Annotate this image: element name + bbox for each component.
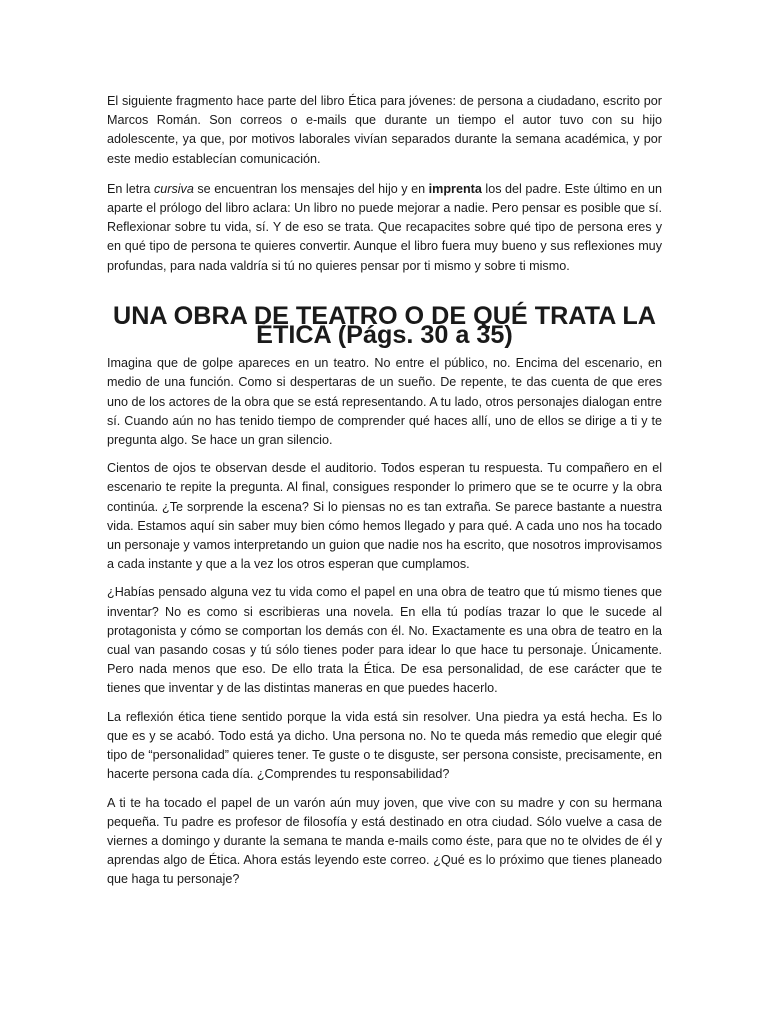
intro-text-part-1: En letra bbox=[107, 181, 154, 196]
intro-text-part-3: los del padre. Este último en un aparte el prólogo del libro aclara: Un libro no puede mejorar a nadie. Pero pensar es posible que sí. Reflexionar sobre tu vida, sí. Y de eso se trata. Que recapacites sobre qué tipo de persona eres y en qué tipo de persona te quieres convertir. Aunque el libro fuera muy bueno y sus reflexiones muy profundas, para nada valdría si tú no quieres pensar por ti mismo y sobre ti mismo. bbox=[107, 181, 662, 273]
section-title: UNA OBRA DE TEATRO O DE QUÉ TRATA LA ÉTICA (Págs. 30 a 35) bbox=[113, 301, 656, 350]
intro-text-part-2: se encuentran los mensajes del hijo y en bbox=[193, 181, 429, 196]
italic-word-cursiva: cursiva bbox=[153, 181, 194, 196]
body-paragraph-4: La reflexión ética tiene sentido porque la vida está sin resolver. Una piedra ya está hecha. Es lo que es y se acabó. Todo está ya dicho. Una persona no. No te queda más remedio que elegir qué tipo de “personalidad” quieres tener. Te guste o te disguste, ser persona consiste, precisamente, en hacerte persona cada día. ¿Comprendes tu responsabilidad? bbox=[107, 709, 662, 782]
bold-word-imprenta: imprenta bbox=[428, 181, 482, 196]
body-paragraph-3: ¿Habías pensado alguna vez tu vida como el papel en una obra de teatro que tú mismo tienes que inventar? No es como si escribieras una novela. En ella tú podías trazar lo que le sucede al protagonista y cómo se comportan los demás con él. No. Exactamente es una obra de teatro en la cual van pasando cosas y tú sólo tienes poder para idear lo que hace tu personaje. Únicamente. Pero nada menos que eso. De ello trata la Ética. De esa personalidad, de ese carácter que te tienes que inventar y de las distintas maneras en que puedes hacerlo. bbox=[107, 585, 662, 696]
intro-paragraph-2 bbox=[107, 180, 662, 276]
body-paragraph-2: Cientos de ojos te observan desde el auditorio. Todos esperan tu respuesta. Tu compañero en el escenario te repite la pregunta. Al final, consigues responder lo primero que se te ocurre y la obra continúa. ¿Te sorprende la escena? Si lo piensas no es tan extraña. Se parece bastante a nuestra vida. Estamos aquí sin saber muy bien cómo hemos llegado y para qué. A cada uno nos ha tocado un personaje y vamos interpretando un guion que nadie nos ha escrito, que nosotros improvisamos a cada instante y que a la vez los otros esperan que cumplamos. bbox=[107, 461, 662, 572]
body-paragraph-1: Imagina que de golpe apareces en un teatro. No entre el público, no. Encima del escenario, en medio de una función. Como si despertaras de un sueño. De repente, te das cuenta de que eres uno de los actores de la obra que se está representando. A tu lado, otros personajes dialogan entre sí. Cuando aún no has tenido tiempo de comprender qué haces allí, uno de ellos se dirige a ti y te pregunta algo. Se hace un gran silencio. bbox=[107, 356, 662, 448]
body-paragraph-5: A ti te ha tocado el papel de un varón aún muy joven, que vive con su madre y con su hermana pequeña. Tu padre es profesor de filosofía y está destinado en otra ciudad. Sólo vuelve a casa de viernes a domingo y durante la semana te manda e-mails como éste, para que no te olvides de él y aprendas algo de Ética. Ahora estás leyendo este correo. ¿Qué es lo próximo que tienes planeado que haga tu personaje? bbox=[107, 795, 662, 887]
document-page bbox=[107, 92, 662, 899]
intro-paragraph-1: El siguiente fragmento hace parte del libro Ética para jóvenes: de persona a ciudadano, escrito por Marcos Román. Son correos o e-mails que durante un tiempo el autor tuvo con su hijo adolescente, ya que, por motivos laborales vivían separados durante la semana académica, y por este medio establecían comunicación. bbox=[107, 94, 662, 166]
